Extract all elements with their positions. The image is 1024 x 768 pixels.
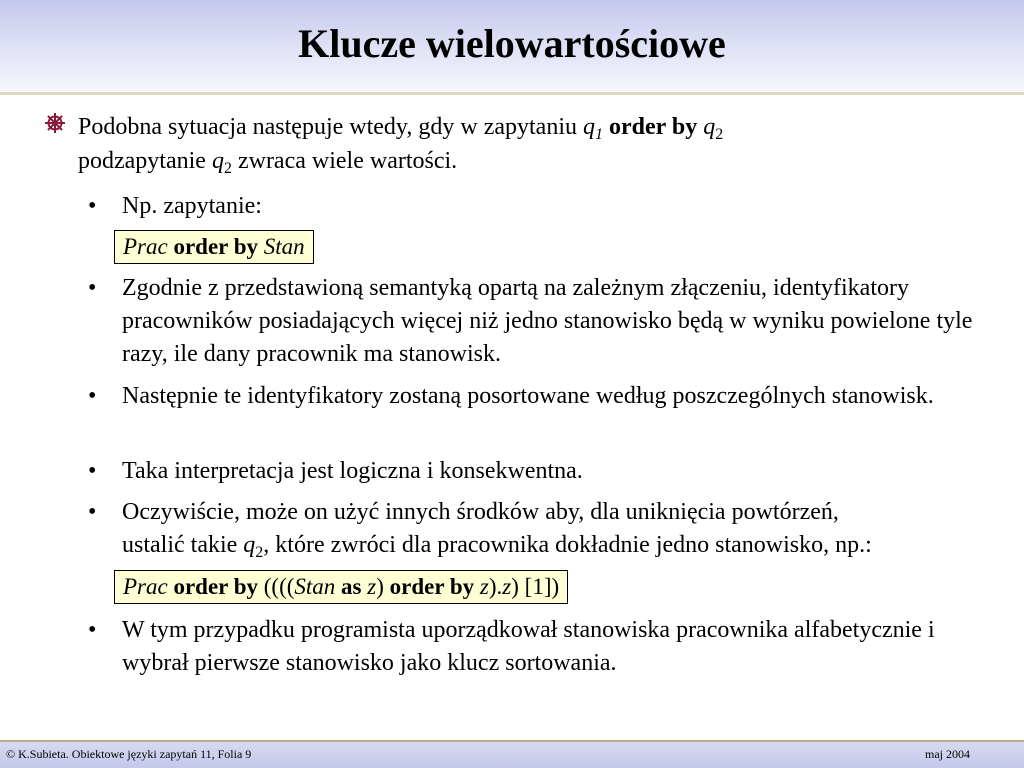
bullet-text-2: Zgodnie z przedstawioną semantyką opartą na zależnym złączeniu, identyfikatory pracowników posiadających więcej niż jedno stanowisko będą w wyniku powielone tyle razy, ile dany pracownik ma stanowisk.: [122, 275, 973, 367]
intro-text-2: podzapytanie: [78, 148, 212, 174]
code-box-1: [114, 230, 314, 264]
wheel-bullet-icon: [44, 112, 66, 134]
bullet-dot: •: [88, 383, 97, 409]
bullet-dot: •: [88, 499, 97, 525]
bullet-dot: •: [88, 617, 97, 643]
code-prac: Prac: [123, 574, 168, 599]
bullet-5-line-1: Oczywiście, może on użyć innych środków aby, dla uniknięcia powtórzeń,: [122, 499, 839, 525]
bullet-dot: •: [88, 193, 97, 219]
bullet-dot: •: [88, 458, 97, 484]
bullet-5-line-2a: ustalić takie: [122, 532, 244, 558]
var-q: q: [211, 148, 224, 174]
code-order-by: order by: [173, 234, 259, 259]
code-stan: Stan: [263, 234, 305, 259]
code-order-by: order by: [173, 574, 259, 599]
var-q: q: [582, 114, 595, 140]
code-box-2: [114, 570, 568, 604]
code-z: z: [479, 574, 489, 599]
sub-2: 2: [715, 126, 724, 143]
intro-paragraph: [78, 110, 978, 178]
keyword-order-by: order by: [608, 114, 698, 140]
bullet-text-6: W tym przypadku programista uporządkował stanowiska pracownika alfabetycznie i wybrał pierwsze stanowisko jako klucz sortowania.: [122, 617, 935, 676]
var-q: q: [243, 532, 256, 558]
sub-2: 2: [223, 160, 232, 177]
code-close-paren: ): [376, 574, 384, 599]
bullet-dot: •: [88, 275, 97, 301]
code-as: as: [341, 574, 362, 599]
code-stan: Stan: [294, 574, 336, 599]
slide-title: Klucze wielowartościowe: [298, 21, 726, 66]
bullet-text-3: Następnie te identyfikatory zostaną posortowane według poszczególnych stanowisk.: [122, 383, 934, 409]
bullet-text-4: Taka interpretacja jest logiczna i konsekwentna.: [122, 458, 583, 484]
footer: [0, 742, 1024, 768]
bullet-text-1: Np. zapytanie:: [122, 193, 262, 219]
code-end: ) [1]): [511, 574, 560, 599]
title-divider: [0, 92, 1024, 95]
footer-copyright: © K.Subieta. Obiektowe języki zapytań 11, Folia 9: [6, 747, 252, 761]
sub-1: 1: [594, 126, 603, 143]
code-z: z: [367, 574, 377, 599]
footer-date: maj 2004: [925, 747, 970, 761]
intro-text-1: Podobna sytuacja następuje wtedy, gdy w zapytaniu: [78, 114, 583, 140]
code-dot: ).: [488, 574, 503, 599]
bullet-text-5: [122, 496, 1002, 562]
intro-text-3: zwraca wiele wartości.: [231, 148, 458, 174]
code-open-parens: ((((: [263, 574, 295, 599]
bullet-5-line-2b: , które zwróci dla pracownika dokładnie jedno stanowisko, np.:: [263, 532, 872, 558]
code-prac: Prac: [123, 234, 168, 259]
var-q: q: [703, 114, 716, 140]
code-z: z: [502, 574, 512, 599]
sub-2: 2: [255, 544, 264, 561]
code-order-by-2: order by: [389, 574, 475, 599]
